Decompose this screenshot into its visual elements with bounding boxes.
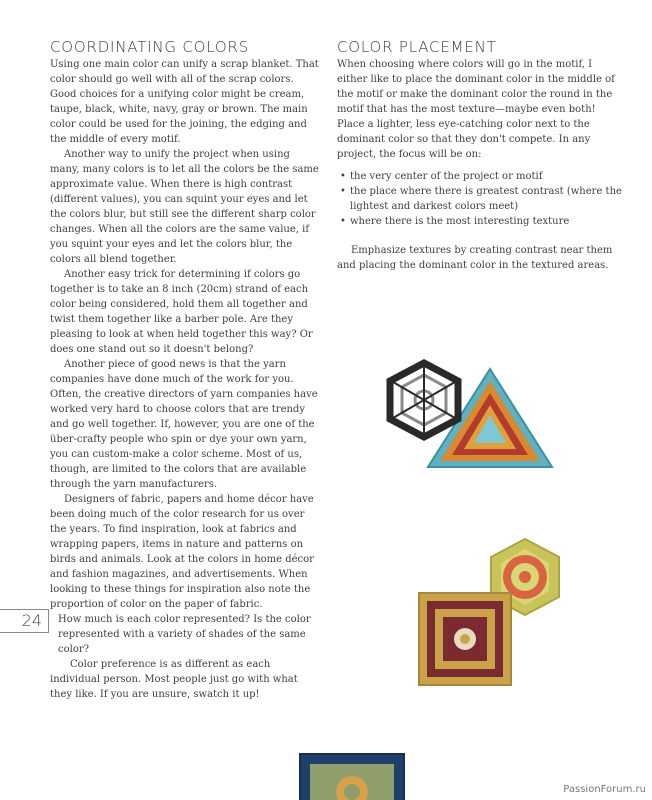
photo-hexagon-triangle-motifs [380, 355, 560, 475]
body-paragraph: Another way to unify the project when using many, many colors is to let all the colors be the same approximate value. When there is high contrast (different values), you can squint your eyes and let the colors blur, but still see the different sharp color changes. When all the colors are the same value, if you squint your eyes and let the colors blur, the colors all blend together. [50, 149, 319, 265]
body-paragraph: How much is each color represented? Is the color represented with a variety of shades of the same color? [58, 614, 311, 655]
intro-paragraph: When choosing where colors will go in the motif, I either like to place the dominant color in the middle of the motif or make the dominant color the round in the motif that has the most texture—maybe even both! Place a lighter, less eye-catching color next to the dominant color so that they don't compete. In any project, the focus will be on: [337, 59, 615, 160]
list-item: • the very center of the project or motif [340, 171, 543, 182]
granny-square-motif [419, 593, 511, 685]
photo-square-hexagon-motifs [415, 535, 565, 690]
left-column [50, 38, 322, 702]
closing-paragraph: Emphasize textures by creating contrast near them and placing the dominant color in the textured areas. [337, 245, 613, 271]
right-column [337, 38, 622, 273]
watermark: PassionForum.ru [563, 784, 646, 795]
body-paragraph: Designers of fabric, papers and home décor have been doing much of the color research for us over the years. To find inspiration, look at fabrics and wrapping papers, items in nature and patterns on birds and animals. Look at the colors in home décor and fashion magazines, and advertisements. When looking to these things for inspiration also note the proportion of color on the paper of fabric. [50, 494, 314, 610]
body-paragraph: Using one main color can unify a scrap blanket. That color should go well with all of the scrap colors. Good choices for a unifying color might be cream, taupe, black, white, navy, gray or brown. The main color could be used for the joining, the edging and the middle of every motif. [50, 59, 319, 145]
section-heading-coordinating-colors: COORDINATING COLORS [50, 38, 250, 56]
list-item: • the place where there is greatest contrast (where the lightest and darkest colors meet) [340, 186, 622, 212]
body-paragraph: Color preference is as different as each individual person. Most people just go with what they like. If you are unsure, swatch it up! [50, 659, 298, 700]
body-paragraph: Another piece of good news is that the yarn companies have done much of the work for you. Often, the creative directors of yarn companies have worked very hard to choose colors that are trendy and go well together. If, however, you are one of the über-crafty people who spin or dye your own yarn, you can custom-make a color scheme. Most of us, though, are limited to the colors that are available through the yarn manufacturers. [50, 359, 318, 490]
hexagon-motif [390, 363, 458, 437]
list-item: • where there is the most interesting texture [340, 216, 570, 227]
triangle-motif [428, 369, 552, 467]
photo-bottom-square-motif [298, 752, 408, 800]
page-number: 24 [0, 609, 48, 633]
body-paragraph: Another easy trick for determining if colors go together is to take an 8 inch (20cm) strand of each color being considered, hold them all together and twist them together like a barber pole. Are they pleasing to look at when held together this way? Or does one stand out so it doesn't belong? [50, 269, 313, 355]
focus-list [337, 169, 622, 229]
section-heading-color-placement: COLOR PLACEMENT [337, 38, 497, 56]
